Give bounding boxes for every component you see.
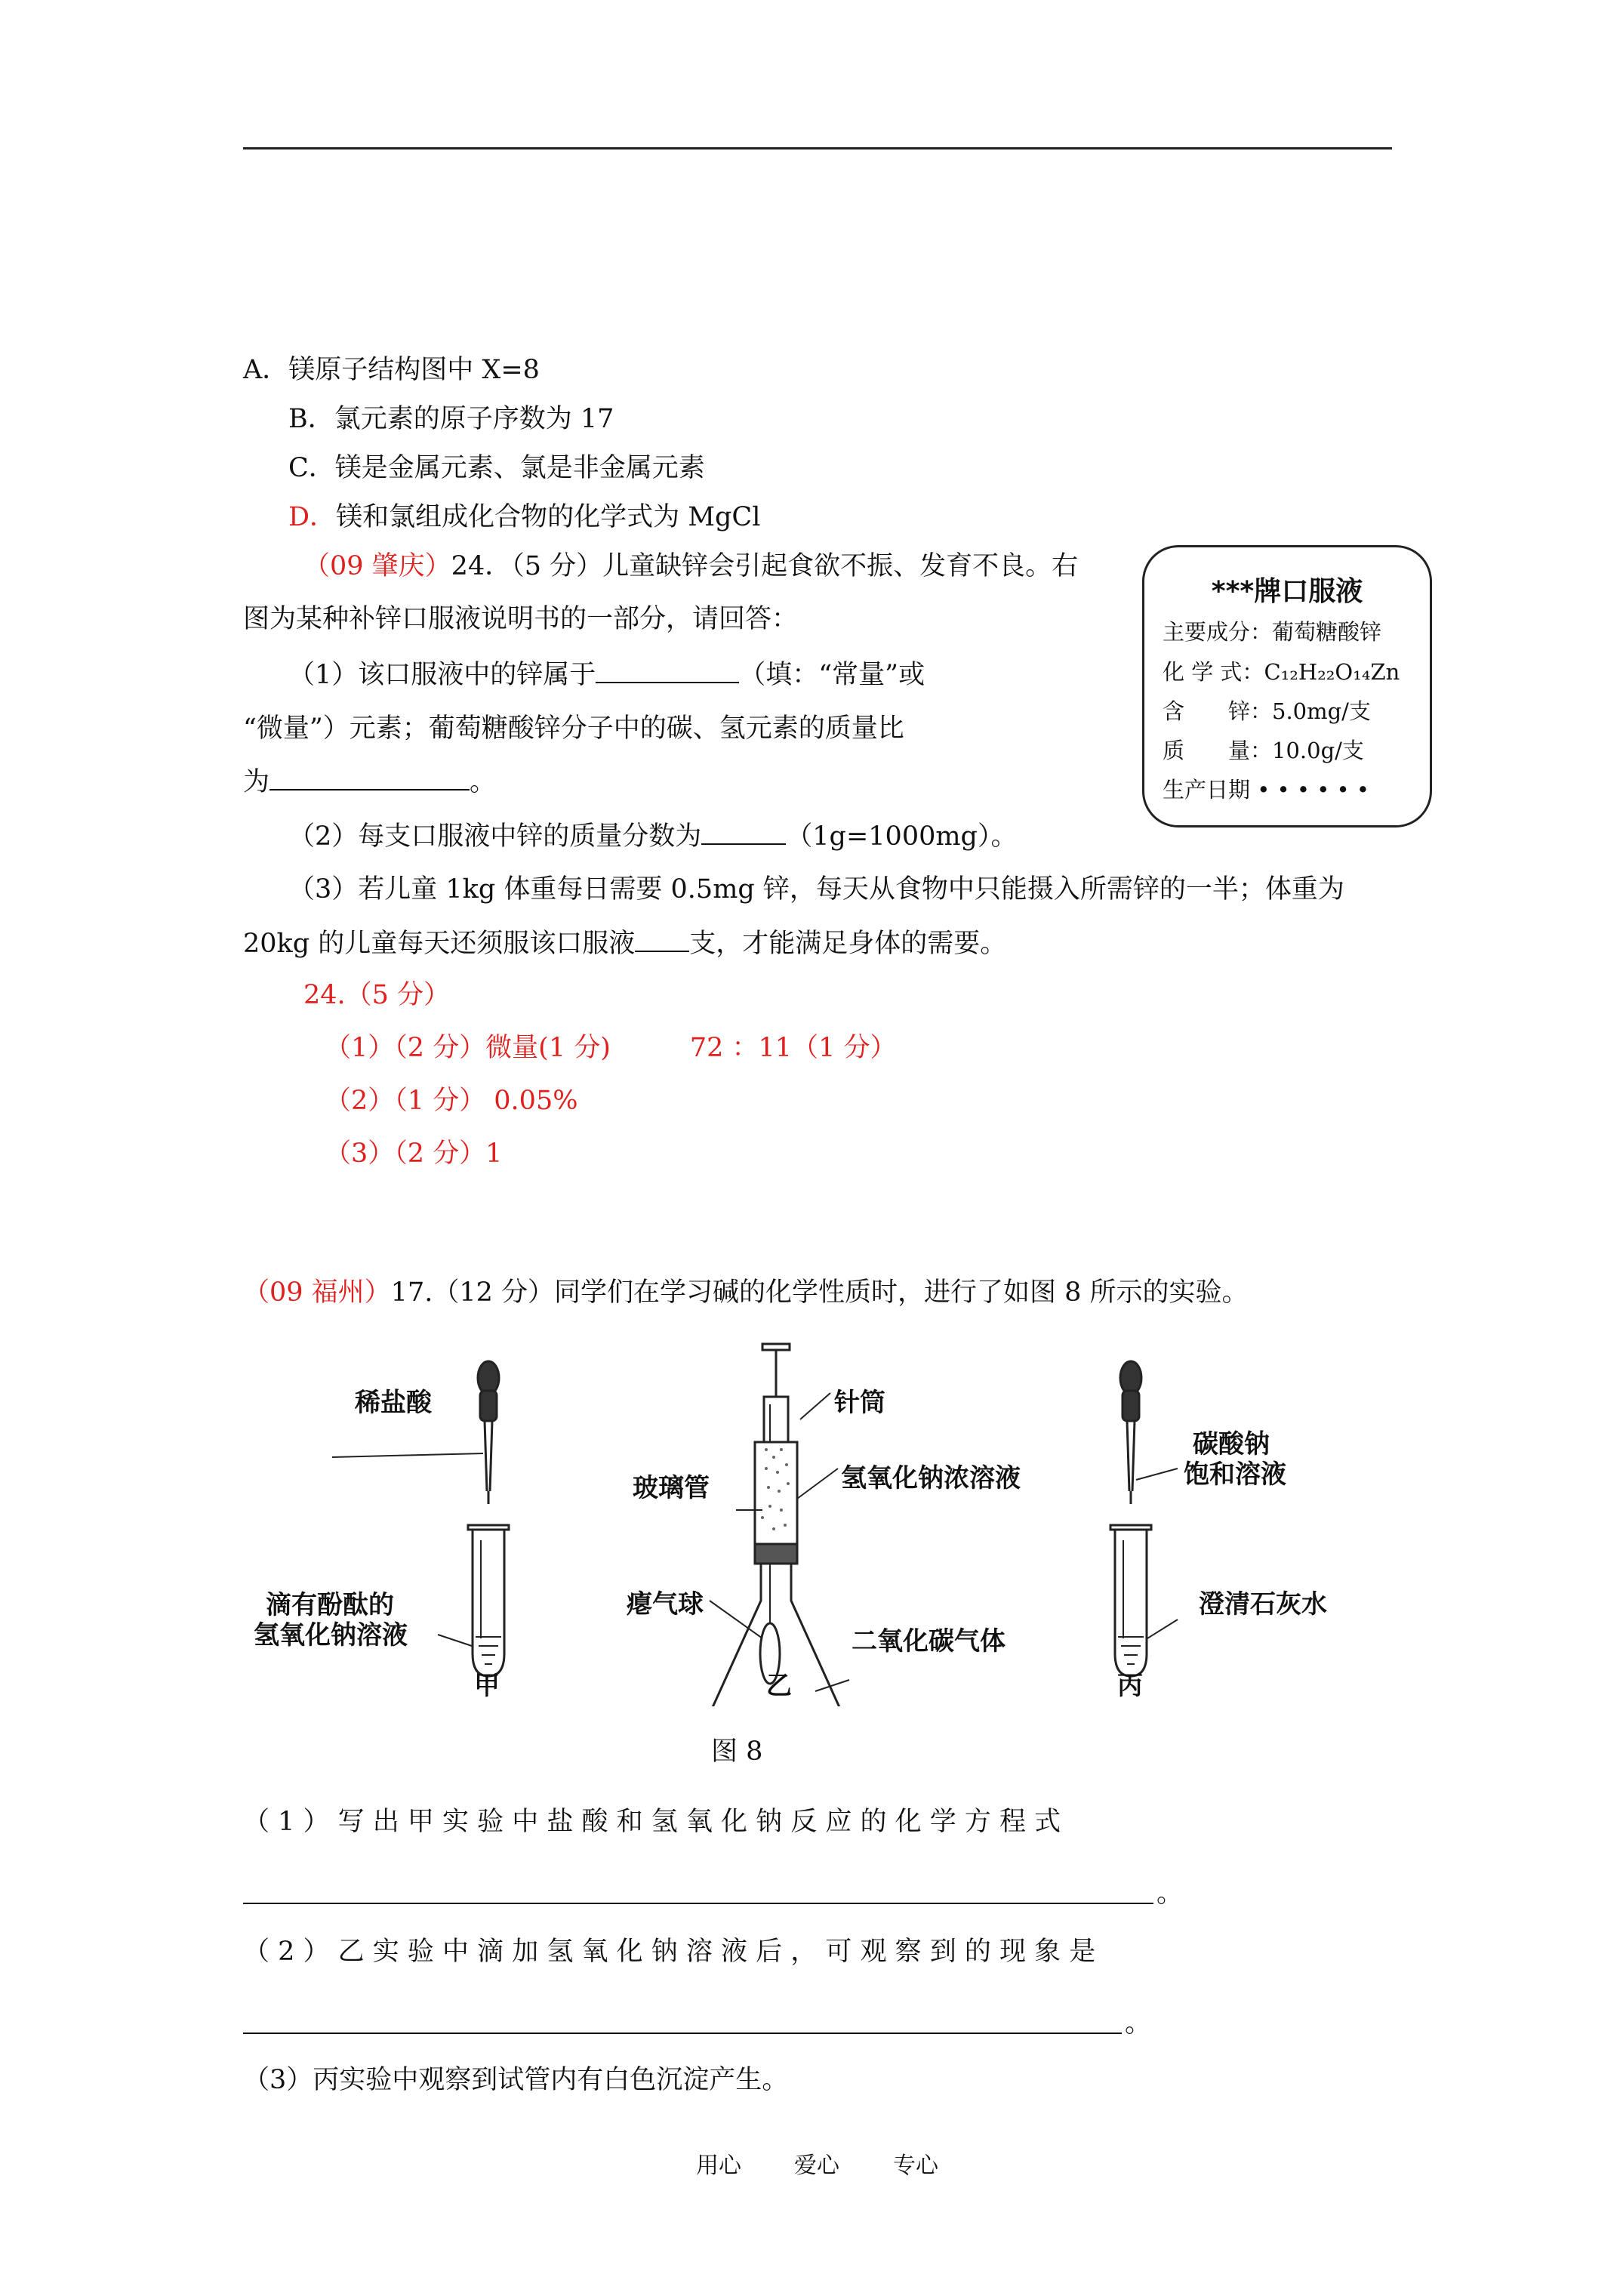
answer24-a3: （3）（2 分）1 bbox=[325, 1139, 503, 1169]
jia-dropper-leader bbox=[332, 1453, 483, 1457]
option-c: C．镁是金属元素、氯是非金属元素 bbox=[288, 453, 705, 483]
bing-water-leader bbox=[1147, 1620, 1178, 1638]
q17-p1: （ 1 ） 写 出 甲 实 验 中 盐 酸 和 氢 氧 化 钠 反 应 的 化 学 方 程 式 bbox=[243, 1807, 1061, 1837]
q24-p1-d: 为 bbox=[243, 767, 270, 797]
answer24-a2: （2）（1 分） 0.05% bbox=[325, 1086, 578, 1116]
q24-part3-line2 bbox=[243, 928, 1006, 959]
answer-line[interactable] bbox=[243, 1903, 1153, 1904]
option-d-text: 镁和氯组成化合物的化学式为 MgCl bbox=[336, 502, 761, 532]
yi-naoh-leader bbox=[797, 1469, 838, 1499]
label-title: ***牌口服液 bbox=[1211, 576, 1363, 607]
jia-solution-label1: 滴有酚酞的 bbox=[266, 1590, 394, 1620]
figure-caption: 图 8 bbox=[711, 1737, 763, 1767]
q24-intro2: 图为某种补锌口服液说明书的一部分，请回答： bbox=[243, 604, 799, 634]
bing-water-label: 澄清石灰水 bbox=[1199, 1589, 1327, 1620]
yi-label: 乙 bbox=[766, 1671, 792, 1701]
bing-dropper-leader bbox=[1136, 1469, 1178, 1480]
label-date: 生产日期 • • • • • • bbox=[1163, 777, 1369, 803]
jia-solution-leader bbox=[438, 1635, 472, 1646]
q24-intro-line1 bbox=[303, 551, 1078, 581]
answer-blank[interactable] bbox=[701, 821, 786, 845]
footer-aixin: 爱心 bbox=[794, 2153, 839, 2179]
jia-dropper bbox=[478, 1361, 499, 1504]
q24-p3-a: （3）若儿童 1kg 体重每日需要 0.5mg 锌，每天从食物中只能摄入所需锌的一半；体重为 bbox=[288, 874, 1344, 905]
bing-label: 丙 bbox=[1117, 1671, 1143, 1701]
label-mass: 质 量：10.0g/支 bbox=[1163, 738, 1364, 763]
yi-balloon-leader bbox=[710, 1601, 762, 1638]
q24-part1-line3 bbox=[243, 766, 496, 797]
q24-intro1: 24．（5 分）儿童缺锌会引起食欲不振、发育不良。右 bbox=[451, 551, 1079, 581]
q17-line bbox=[243, 1277, 1249, 1308]
answer-line[interactable] bbox=[243, 2032, 1122, 2034]
yi-naoh-label: 氢氧化钠浓溶液 bbox=[841, 1463, 1021, 1493]
label-formula-prefix: 化 学 式： bbox=[1163, 659, 1264, 685]
answer-blank[interactable] bbox=[635, 928, 689, 952]
option-d-letter: D． bbox=[288, 502, 337, 532]
q24-source: （09 肇庆） bbox=[303, 551, 451, 581]
q17-p3: （3）丙实验中观察到试管内有白色沉淀产生。 bbox=[243, 2065, 789, 2095]
answer24-a1: （1）（2 分）微量(1 分) 72 ：11（1 分） bbox=[325, 1033, 897, 1063]
q24-p2-a: （2）每支口服液中锌的质量分数为 bbox=[288, 821, 702, 852]
yi-co2-label: 二氧化碳气体 bbox=[852, 1626, 1006, 1657]
oral-liquid-label bbox=[1142, 545, 1432, 827]
q24-p1-c: “微量”）元素；葡萄糖酸锌分子中的碳、氢元素的质量比 bbox=[243, 713, 904, 744]
yi-syringe bbox=[755, 1344, 797, 1548]
label-formula: C₁₂H₂₂O₁₄Zn bbox=[1264, 659, 1400, 685]
label-formula-line bbox=[1163, 659, 1400, 685]
yi-balloon-label: 瘪气球 bbox=[627, 1589, 704, 1620]
label-ingredient: 主要成分：葡萄糖酸锌 bbox=[1163, 619, 1382, 645]
jia-solution-label2: 氢氧化钠溶液 bbox=[254, 1620, 408, 1650]
q24-p1-a: （1）该口服液中的锌属于 bbox=[288, 660, 596, 690]
q24-p1-b: （填：“常量”或 bbox=[739, 660, 925, 690]
q17-p2: （ 2 ） 乙 实 验 中 滴 加 氢 氧 化 钠 溶 液 后 ， 可 观 察 到 的 现 象 是 bbox=[243, 1937, 1096, 1967]
q17-p2-end: 。 bbox=[1125, 2008, 1152, 2039]
option-d bbox=[288, 502, 760, 532]
footer-yongxin: 用心 bbox=[696, 2153, 741, 2179]
q24-p3-c: 支，才能满足身体的需要。 bbox=[689, 929, 1007, 959]
bing-test-tube bbox=[1110, 1525, 1151, 1676]
header-rule bbox=[243, 147, 1392, 149]
label-zinc: 含 锌：5.0mg/支 bbox=[1163, 698, 1371, 724]
q17-p1-end: 。 bbox=[1156, 1878, 1184, 1909]
jia-label: 甲 bbox=[474, 1671, 500, 1701]
yi-syringe-leader bbox=[800, 1393, 830, 1419]
q24-p2-b: （1g=1000mg）。 bbox=[786, 821, 1018, 852]
q24-part2 bbox=[288, 821, 1017, 852]
answer24-head: 24.（5 分） bbox=[303, 980, 451, 1010]
answer-blank[interactable] bbox=[269, 766, 470, 791]
answer-blank[interactable] bbox=[596, 659, 739, 683]
footer-zhuanxin: 专心 bbox=[893, 2153, 938, 2179]
yi-tube-label: 玻璃管 bbox=[633, 1473, 710, 1503]
option-b: B．氯元素的原子序数为 17 bbox=[288, 404, 614, 434]
bing-dropper bbox=[1120, 1361, 1141, 1504]
yi-syringe-label: 针筒 bbox=[834, 1388, 885, 1418]
q24-part1-line1 bbox=[288, 659, 925, 690]
q17-text: 17.（12 分）同学们在学习碱的化学性质时，进行了如图 8 所示的实验。 bbox=[390, 1277, 1249, 1308]
bing-dropper-label1: 碳酸钠 bbox=[1193, 1429, 1270, 1459]
jia-dropper-label: 稀盐酸 bbox=[355, 1388, 432, 1418]
option-a: A．镁原子结构图中 X=8 bbox=[243, 355, 540, 385]
q24-p1-end: 。 bbox=[470, 767, 497, 797]
jia-test-tube bbox=[468, 1525, 509, 1676]
q24-p3-b: 20kg 的儿童每天还须服该口服液 bbox=[243, 929, 636, 959]
q17-source: （09 福州） bbox=[243, 1277, 391, 1308]
bing-dropper-label2: 饱和溶液 bbox=[1184, 1459, 1286, 1490]
